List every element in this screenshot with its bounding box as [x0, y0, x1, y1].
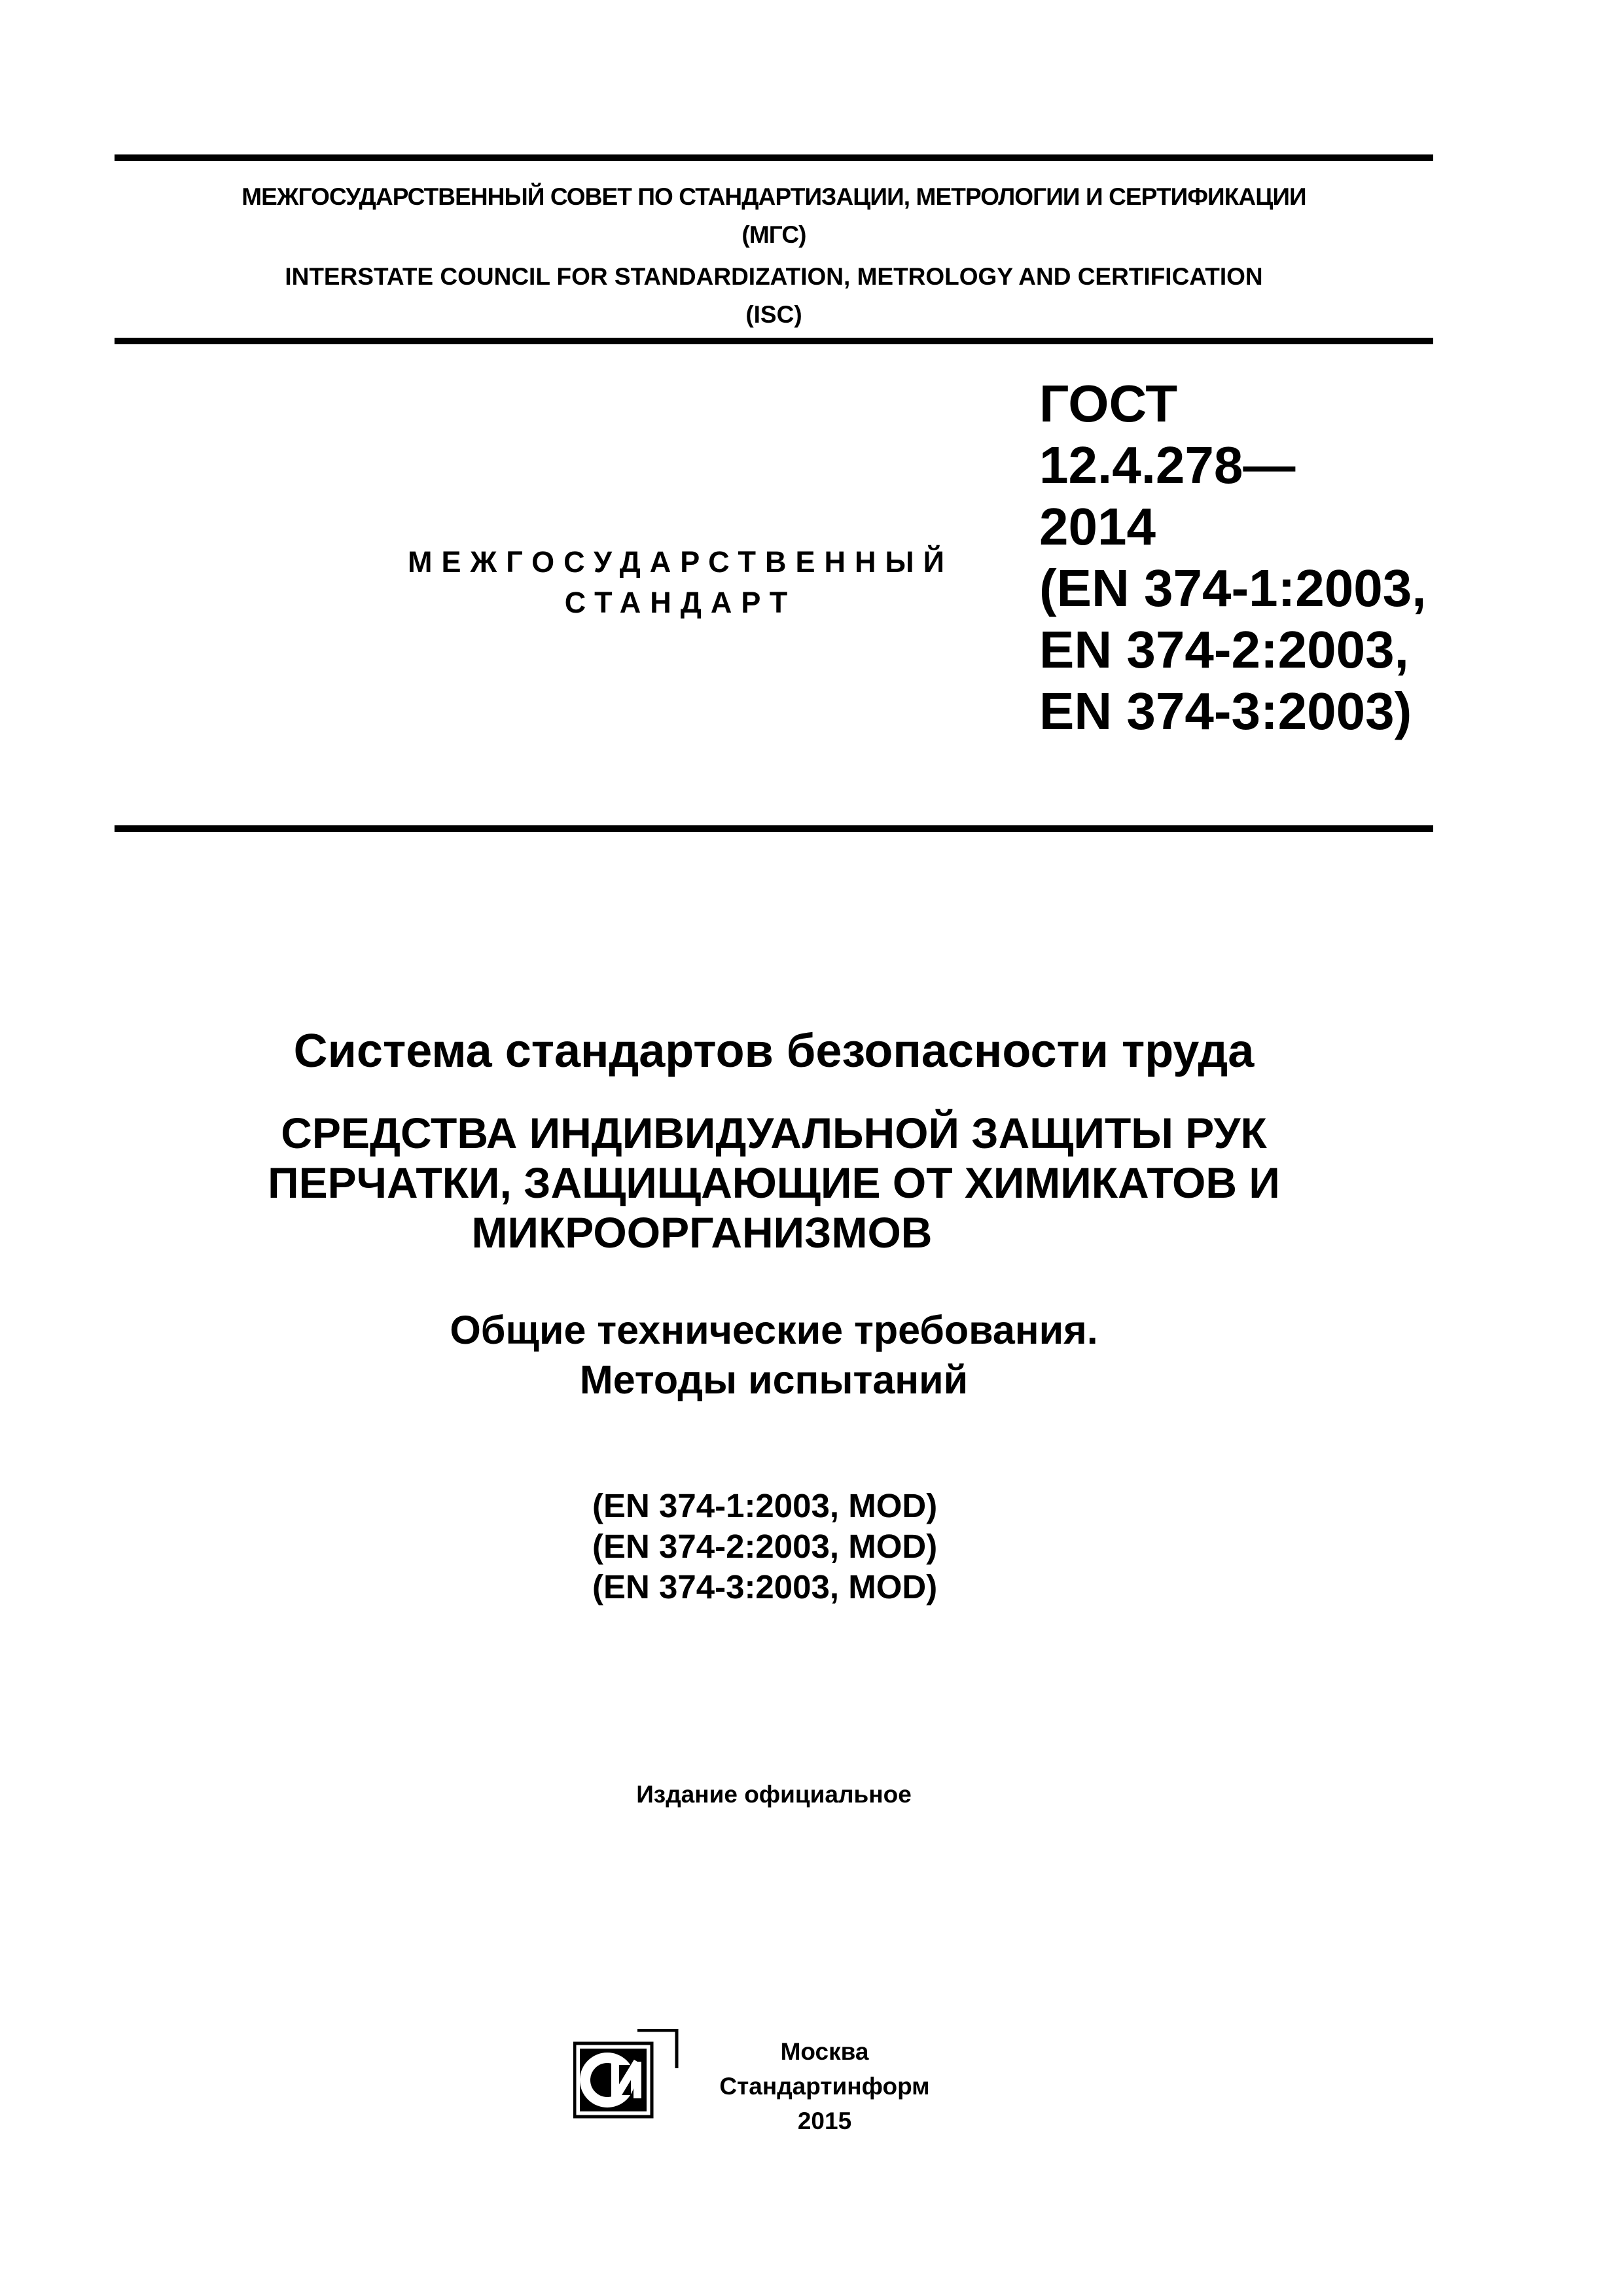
top-rule	[115, 154, 1433, 161]
council-abbr-en: (ISC)	[745, 301, 802, 328]
main-title-line: ПЕРЧАТКИ, ЗАЩИЩАЮЩИЕ ОТ ХИМИКАТОВ И	[268, 1158, 1280, 1207]
equivalent-standards	[592, 1486, 937, 1607]
equivalent-standard: (EN 374-1:2003, MOD)	[592, 1487, 938, 1524]
standard-number-line: EN 374-3:2003)	[1039, 682, 1412, 740]
council-abbr-ru: (МГС)	[741, 221, 806, 248]
standard-number-line: 12.4.278—	[1039, 436, 1296, 494]
equivalent-standard: (EN 374-2:2003, MOD)	[592, 1528, 938, 1565]
council-name-en-text: INTERSTATE COUNCIL FOR STANDARDIZATION, METROLOGY AND CERTIFICATION	[285, 263, 1263, 290]
system-title	[115, 1021, 1433, 1081]
publisher-name: Стандартинформ	[719, 2073, 930, 2100]
standard-type-line1: МЕЖГОСУДАРСТВЕННЫЙ	[408, 545, 954, 579]
standartinform-logo-icon	[573, 2029, 681, 2121]
equivalent-standard: (EN 374-3:2003, MOD)	[592, 1568, 938, 1605]
publisher-city: Москва	[780, 2038, 869, 2065]
council-name-ru-text: МЕЖГОСУДАРСТВЕННЫЙ СОВЕТ ПО СТАНДАРТИЗАЦИИ, МЕТРОЛОГИИ И СЕРТИФИКАЦИИ	[241, 183, 1306, 210]
standard-type	[366, 542, 995, 623]
main-title-line: МИКРООРГАНИЗМОВ	[471, 1208, 933, 1257]
header-bottom-rule	[115, 338, 1433, 344]
sub-title-line: Общие технические требования.	[450, 1308, 1098, 1352]
council-name-en	[115, 258, 1433, 334]
system-title-text: Система стандартов безопасности труда	[293, 1025, 1255, 1077]
publisher-info	[707, 2034, 942, 2138]
sub-title-line: Методы испытаний	[579, 1357, 969, 1402]
sub-title	[115, 1305, 1433, 1405]
standard-number-line: 2014	[1039, 497, 1156, 556]
main-title-line: СРЕДСТВА ИНДИВИДУАЛЬНОЙ ЗАЩИТЫ РУК	[281, 1109, 1267, 1157]
publisher-year: 2015	[797, 2108, 852, 2134]
council-name-ru	[115, 178, 1433, 254]
standard-number	[1039, 373, 1432, 742]
edition-label: Издание официальное	[636, 1781, 912, 1808]
standard-number-line: (EN 374-1:2003,	[1039, 559, 1427, 617]
standard-number-line: ГОСТ	[1039, 374, 1178, 433]
standard-number-line: EN 374-2:2003,	[1039, 620, 1409, 679]
section-rule	[115, 825, 1433, 832]
standard-type-line2: СТАНДАРТ	[564, 586, 797, 619]
main-title	[115, 1108, 1433, 1257]
